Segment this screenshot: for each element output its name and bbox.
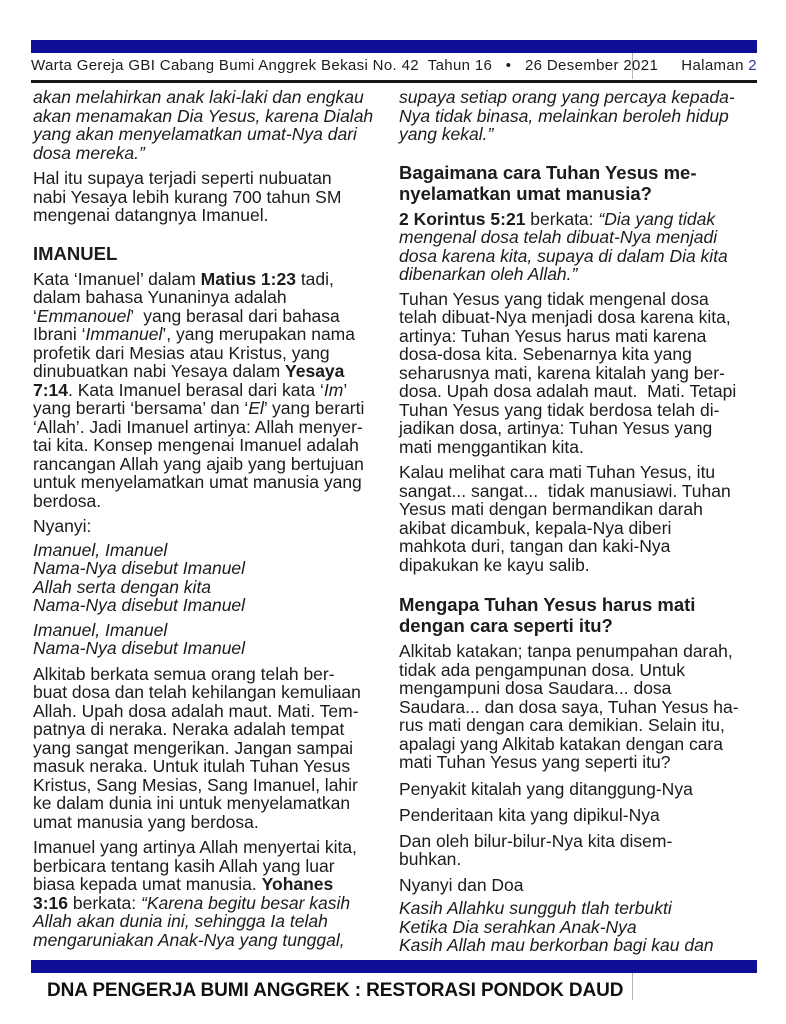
text-line: Kata ‘Imanuel’ dalam Matius 1:23 tadi,: [33, 268, 334, 289]
text-line: 7:14. Kata Imanuel berasal dari kata ‘Im’: [33, 379, 348, 400]
text-line: Nyanyi dan Doa: [399, 874, 524, 895]
text-line: 3:16 berkata: “Karena begitu besar kasih: [33, 892, 351, 913]
text-line: Tuhan Yesus yang tidak mengenal dosa: [399, 288, 709, 309]
left-column: [33, 88, 393, 949]
section-heading: [33, 243, 393, 264]
section-heading: [399, 594, 761, 636]
text-line: mahkota duri, tangan dan kaki-Nya: [399, 536, 671, 556]
text-line: tai kita. Konsep mengenai Imanuel adalah: [33, 435, 359, 455]
header-rule: [31, 80, 757, 83]
text-line: yang kekal.”: [399, 124, 494, 144]
song-lyrics: [33, 541, 393, 615]
paragraph: [399, 780, 761, 799]
label-text: [33, 517, 393, 536]
text-line: dibenarkan oleh Allah.”: [399, 264, 578, 284]
paragraph: [33, 838, 393, 949]
text-line: Imanuel, Imanuel: [33, 539, 168, 560]
text-line: tidak ada pengampunan dosa. Untuk: [399, 659, 686, 680]
text-line: dinubuatkan nabi Yesaya dalam Yesaya: [33, 361, 345, 381]
text-line: ke dalam dunia ini untuk menyelamatkan: [33, 793, 351, 813]
text-line: yang berarti ‘bersama’ dan ‘El’ yang berarti: [33, 398, 365, 418]
label-text: [399, 876, 761, 895]
text-line: umat manusia yang berdosa.: [33, 811, 259, 832]
text-line: Nama-Nya disebut Imanuel: [33, 638, 246, 658]
text-line: mengampuni dosa Saudara... dosa: [399, 678, 672, 698]
paragraph: [399, 210, 761, 284]
newsletter-masthead: Warta Gereja GBI Cabang Bumi Anggrek Bekasi No. 42 Tahun 16 • 26 Desember 2021: [31, 57, 659, 74]
text-line: Nama-Nya disebut Imanuel: [33, 558, 246, 578]
page-number: [681, 57, 757, 74]
text-line: buhkan.: [399, 849, 462, 869]
text-line: IMANUEL: [33, 242, 118, 264]
text-line: masuk neraka. Untuk itulah Tuhan Yesus: [33, 756, 351, 776]
header-accent-bar: [31, 40, 757, 53]
text-line: Imanuel yang artinya Allah menyertai kita,: [33, 837, 357, 857]
text-line: dosa karena kita, supaya di dalam Dia kita: [399, 245, 728, 266]
paragraph: [33, 665, 393, 832]
text-line: Ketika Dia serahkan Anak-Nya: [399, 916, 637, 937]
text-line: Kasih Allah mau berkorban bagi kau dan: [399, 935, 714, 955]
text-line: ‘Emmanouel’ yang berasal dari bahasa: [33, 305, 340, 326]
text-line: jadikan dosa, artinya: Tuhan Yesus yang: [399, 418, 713, 438]
text-line: Alkitab katakan; tanpa penumpahan darah,: [399, 641, 733, 661]
paragraph: [399, 290, 761, 457]
text-line: dengan cara seperti itu?: [399, 615, 613, 636]
paragraph: [399, 806, 761, 825]
text-line: Allah serta dengan kita: [33, 576, 212, 597]
section-heading: [399, 162, 761, 204]
text-line: akibat dicambuk, kepala-Nya diberi: [399, 517, 672, 538]
text-line: mati menggantikan kita.: [399, 436, 584, 457]
text-line: berbicara tentang kasih Allah yang luar: [33, 855, 335, 876]
text-line: dosa-dosa kita. Sebenarnya kita yang: [399, 344, 692, 364]
text-line: mengenai datangnya Imanuel.: [33, 205, 269, 225]
text-line: Ibrani ‘Immanuel’, yang merupakan nama: [33, 324, 355, 344]
text-line: untuk menyelamatkan umat manusia yang: [33, 472, 362, 492]
text-line: nabi Yesaya lebih kurang 700 tahun SM: [33, 186, 342, 207]
scripture-quote: [33, 88, 393, 162]
text-line: akan melahirkan anak laki-laki dan engkau: [33, 87, 364, 107]
text-line: sangat... sangat... tidak manusiawi. Tuhan: [399, 480, 731, 501]
text-line: apalagi yang Alkitab katakan dengan cara: [399, 733, 723, 754]
text-line: berdosa.: [33, 490, 102, 511]
song-lyrics: [33, 621, 393, 658]
text-line: Yesus mati dengan bermandikan darah: [399, 499, 703, 519]
text-line: Alkitab berkata semua orang telah ber-: [33, 663, 335, 684]
text-line: 2 Korintus 5:21 berkata: “Dia yang tidak: [399, 208, 716, 229]
text-line: Tuhan Yesus yang tidak berdosa telah di-: [399, 399, 720, 420]
text-line: mengenal dosa telah dibuat-Nya menjadi: [399, 227, 718, 247]
song-lyrics: [399, 899, 761, 955]
footer-accent-bar: [31, 960, 757, 973]
right-column: [399, 88, 761, 955]
text-line: akan menamakan Dia Yesus, karena Dialah: [33, 105, 374, 126]
text-line: Nyanyi:: [33, 516, 92, 536]
text-line: rus mati dengan cara demikian. Selain itu,: [399, 715, 725, 735]
text-line: nyelamatkan umat manusia?: [399, 182, 652, 204]
text-line: profetik dari Mesias atau Kristus, yang: [33, 342, 330, 363]
text-line: Kristus, Sang Mesias, Sang Imanuel, lahir: [33, 774, 358, 795]
page-header: [31, 57, 757, 74]
text-line: Allah akan dunia ini, sehingga Ia telah: [33, 911, 328, 931]
text-line: rancangan Allah yang ajaib yang bertujuan: [33, 453, 364, 474]
text-line: Penyakit kitalah yang ditanggung-Nya: [399, 778, 693, 799]
text-line: Saudara... dan dosa saya, Tuhan Yesus ha-: [399, 696, 739, 717]
text-line: ‘Allah’. Jadi Imanuel artinya: Allah menyer-: [33, 416, 363, 437]
text-line: mati Tuhan Yesus yang seperti itu?: [399, 752, 671, 772]
text-line: Penderitaan kita yang dipikul-Nya: [399, 805, 660, 825]
text-line: yang akan menyelamatkan umat-Nya dari: [33, 124, 357, 144]
text-line: Hal itu supaya terjadi seperti nubuatan: [33, 168, 332, 188]
text-line: buat dosa dan telah kehilangan kemuliaan: [33, 682, 361, 702]
text-line: mengaruniakan Anak-Nya yang tunggal,: [33, 929, 345, 950]
text-line: Kalau melihat cara mati Tuhan Yesus, itu: [399, 462, 716, 482]
text-line: telah dibuat-Nya menjadi dosa karena kita,: [399, 307, 731, 327]
text-line: Bagaimana cara Tuhan Yesus me-: [399, 161, 697, 183]
text-line: Dan oleh bilur-bilur-Nya kita disem-: [399, 830, 673, 851]
paragraph: [33, 270, 393, 511]
text-line: yang sangat mengerikan. Jangan sampai: [33, 737, 354, 758]
text-line: Kasih Allahku sungguh tlah terbukti: [399, 898, 672, 918]
text-line: Nama-Nya disebut Imanuel: [33, 595, 246, 615]
text-line: Nya tidak binasa, melainkan beroleh hidup: [399, 105, 729, 126]
text-line: supaya setiap orang yang percaya kepada-: [399, 87, 735, 107]
paragraph: [399, 463, 761, 574]
text-line: dalam bahasa Yunaninya adalah: [33, 287, 287, 307]
text-line: artinya: Tuhan Yesus harus mati karena: [399, 325, 707, 346]
text-line: Allah. Upah dosa adalah maut. Mati. Tem-: [33, 700, 359, 721]
paragraph: [399, 832, 761, 869]
text-line: biasa kepada umat manusia. Yohanes: [33, 874, 334, 894]
text-line: seharusnya mati, karena kitalah yang ber-: [399, 362, 725, 383]
scripture-quote: [399, 88, 761, 144]
page-number-value: 2: [748, 57, 757, 74]
footer-cell-divider: [632, 973, 633, 1000]
text-line: dosa. Upah dosa adalah maut. Mati. Tetapi: [399, 381, 737, 401]
text-line: Mengapa Tuhan Yesus harus mati: [399, 594, 696, 615]
paragraph: [399, 642, 761, 772]
text-line: Imanuel, Imanuel: [33, 619, 168, 640]
text-line: patnya di neraka. Neraka adalah tempat: [33, 719, 345, 739]
page-number-label: Halaman: [681, 57, 749, 74]
text-line: dosa mereka.”: [33, 142, 145, 163]
paragraph: [33, 169, 393, 225]
text-line: dipakukan ke kayu salib.: [399, 554, 590, 575]
footer-slogan: DNA PENGERJA BUMI ANGGREK : RESTORASI PONDOK DAUD: [47, 980, 624, 1001]
